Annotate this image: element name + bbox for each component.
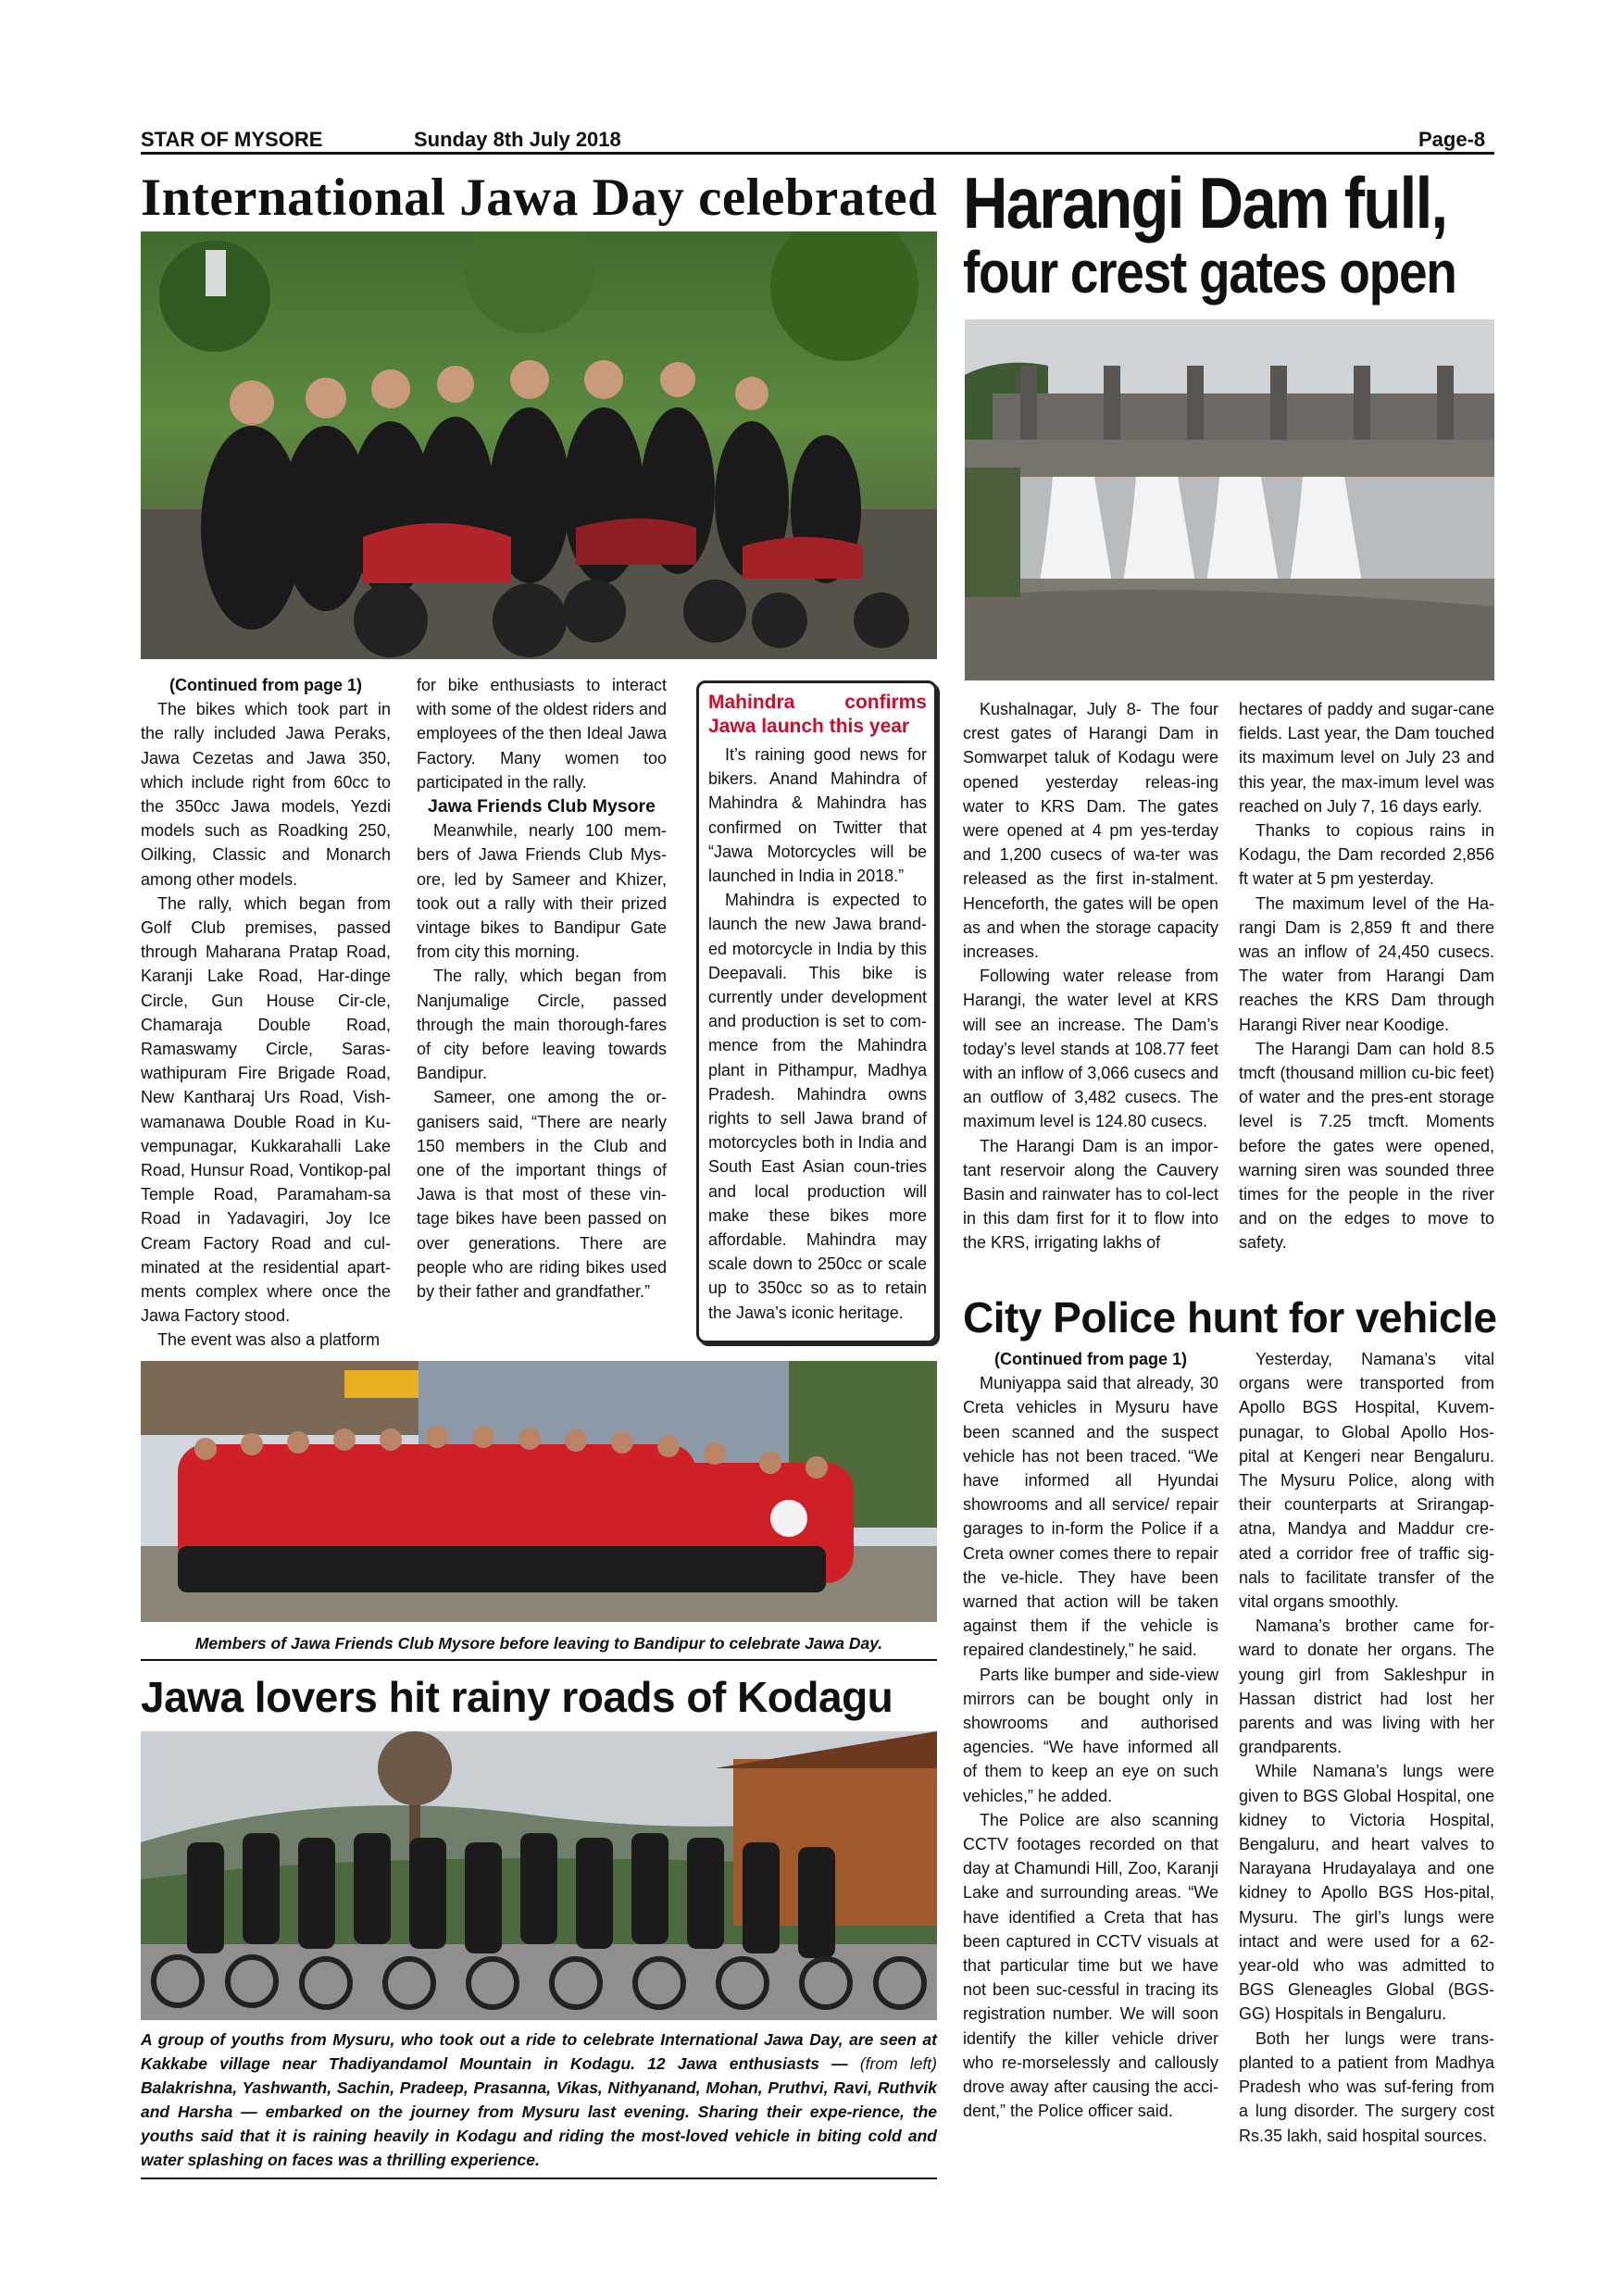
paragraph: The Harangi Dam can hold 8.5 tmcft (thousand million cu-bic feet) of water and the pres-ent storage level is 7.25 tmcft. Moments before the gates were opened, warning siren was sounded three times for the people in the river and on the edges to move to safety.	[1239, 1039, 1494, 1253]
header-rule	[141, 152, 1494, 155]
police-column-2	[1239, 1347, 1494, 2148]
jawa-day-selfie-photo	[141, 231, 937, 659]
paragraph: Yesterday, Namana’s vital organs were transported from Apollo BGS Hospital, Kuvem-punagar, to Global Apollo Hos-pital at Kengeri near Bengaluru. The Mysuru Police, along with their counterparts at Srirangap-atna, Mandya and Maddur cre-ated a corridor free of traffic sig-nals to facilitate transfer of the vital organs smoothly.	[1239, 1350, 1494, 1612]
caption-rule	[141, 1659, 937, 1661]
police-headline: City Police hunt for vehicle	[963, 1293, 1497, 1341]
paragraph: The Harangi Dam is an impor-tant reservoir along the Cauvery Basin and rainwater has to col-lect in this dam first for it to flow into the KRS, irrigating lakhs of	[963, 1136, 1218, 1253]
caption-from-left: (from left)	[859, 2054, 938, 2073]
caption-text: Balakrishna, Yashwanth, Sachin, Pradeep, Prasanna, Vikas, Nithyanand, Mohan, Pruthvi, Ravi, Ruthvik and Harsha — embarked on the journey from Mysuru last evening. Sharing their expe-rience, the youths said that it is raining heavily in Kodagu and riding the most-loved vehicle in biting cold and water splashing on faces was a thrilling experience.	[141, 2078, 937, 2169]
paragraph: Thanks to copious rains in Kodagu, the Dam recorded 2,856 ft water at 5 pm yesterday.	[1239, 821, 1494, 889]
mahindra-box	[696, 680, 937, 1343]
paragraph: The bikes which took part in the rally included Jawa Peraks, Jawa Cezetas and Jawa 350, which include right from 60cc to the 350cc Jawa models, Yezdi models such as Roadking 250, Oilking, Classic and Monarch among other models.	[141, 700, 391, 889]
issue-date: Sunday 8th July 2018	[414, 128, 621, 151]
kodagu-headline: Jawa lovers hit rainy roads of Kodagu	[141, 1673, 893, 1721]
paragraph: Namana’s brother came for-ward to donate her organs. The young girl from Sakleshpur in Hassan district had lost her parents and was living with her grandparents.	[1239, 1616, 1494, 1757]
harangi-column-2	[1239, 697, 1494, 1255]
harangi-dam-photo	[965, 319, 1494, 680]
caption-rule	[141, 2177, 937, 2179]
harangi-headline-line-2: four crest gates open	[963, 239, 1456, 306]
page-number: Page-8	[1418, 128, 1486, 151]
caption-text: A group of youths from Mysuru, who took out a ride to celebrate International Jawa Day, are seen at Kakkabe village near Thadiyandamol Mountain in Kodagu. 12 Jawa enthusiasts —	[141, 2030, 937, 2073]
paragraph: Kushalnagar, July 8- The four crest gates of Harangi Dam in Somwarpet taluk of Kodagu were opened yesterday releas-ing water to KRS Dam. The gates were opened at 4 pm yes-terday and 1,200 cusecs of wa-ter was released as the first in-stalment. Henceforth, the gates will be open as and when the storage capacity increases.	[963, 700, 1218, 962]
subheading: Jawa Friends Club Mysore	[428, 796, 656, 817]
paragraph: It’s raining good news for bikers. Anand Mahindra of Mahindra & Mahindra has confirmed on Twitter that “Jawa Motorcycles will be launched in India in 2018.”	[708, 745, 927, 886]
jawa-club-group-photo	[141, 1361, 937, 1622]
jawa-day-headline: International Jawa Day celebrated	[141, 168, 938, 227]
kodagu-photo-caption	[141, 2028, 937, 2172]
jawa-day-column-1	[141, 673, 391, 1353]
paragraph: The rally, which began from Golf Club premises, passed through Maharana Pratap Road, Karanji Lake Road, Har-dinge Circle, Gun House Cir-cle, Chamaraja Double Road, Ramaswamy Circle, Saras-wathipuram Fire Brigade Road, New Kantharaj Urs Road, Vish-wamanawa Double Road in Ku-vempunagar, Kukkarahalli Lake Road, Hunsur Road, Vontikop-pal Temple Road, Paramaham-sa Road in Yadavagiri, Joy Ice Cream Factory Road and cul-minated at the residential apart-ments complex where once the Jawa Factory stood.	[141, 893, 391, 1326]
paragraph: Following water release from Harangi, the water level at KRS will see an increase. The Dam’s today’s level stands at 108.77 feet with an inflow of 3,066 cusecs and an outflow of 3,482 cusecs. The maximum level is 124.80 cusecs.	[963, 967, 1218, 1131]
paragraph: Sameer, one among the or-ganisers said, “There are nearly 150 members in the Club and one of the important things of Jawa is that most of these vin-tage bikes have been passed on over generations. There are people who are riding bikes used by their father and grandfather.”	[417, 1088, 667, 1302]
paragraph: Parts like bumper and side-view mirrors can be bought only in showrooms and authorised agencies. “We have informed all of them to keep an eye on such vehicles,” he added.	[963, 1665, 1218, 1805]
paragraph: The rally, which began from Nanjumalige Circle, passed through the main thorough-fares of city before leaving towards Bandipur.	[417, 967, 667, 1083]
paragraph: While Namana’s lungs were given to BGS Global Hospital, one kidney to Victoria Hospital, Bengaluru, and heart valves to Narayana Hrudayalaya and one kidney to Apollo BGS Hos-pital, Mysuru. The girl’s lungs were intact and were used for a 62-year-old who was admitted to BGS Gleneagles Global (BGS-GG) Hospitals in Bengaluru.	[1239, 1762, 1494, 2024]
paragraph: The Police are also scanning CCTV footages recorded on that day at Chamundi Hill, Zoo, Karanji Lake and surrounding areas. “We have identified a Creta that has been captured in CCTV visuals at that particular time but we have not been suc-cessful in tracing its registration number. We will soon identify the killer vehicle driver who re-morselessly and callously drove away after causing the acci-dent,” the Police officer said.	[963, 1810, 1218, 2121]
paragraph: The maximum level of the Ha-rangi Dam is 2,859 ft and there was an inflow of 24,450 cusecs. The water from Harangi Dam reaches the KRS Dam through Harangi River near Koodige.	[1239, 893, 1494, 1034]
kodagu-riders-photo	[141, 1731, 937, 2020]
mahindra-headline: Mahindra confirms Jawa launch this year	[708, 692, 927, 737]
jawa-day-column-2	[417, 673, 667, 1304]
paragraph: Meanwhile, nearly 100 mem-bers of Jawa Friends Club Mys-ore, led by Sameer and Khizer, took out a rally with their prized vintage bikes to Bandipur Gate from city this morning.	[417, 821, 667, 962]
harangi-column-1	[963, 697, 1218, 1255]
continued-note: (Continued from page 1)	[994, 1350, 1187, 1368]
paper-name: STAR OF MYSORE	[141, 128, 323, 151]
police-column-1	[963, 1347, 1218, 2124]
paragraph: hectares of paddy and sugar-cane fields. Last year, the Dam touched its maximum level on July 23 and this year, the max-imum level was reached on July 7, 16 days early.	[1239, 700, 1494, 816]
paragraph: for bike enthusiasts to interact with some of the oldest riders and employees of the then Ideal Jawa Factory. Many women too participated in the rally.	[417, 676, 667, 792]
paragraph: Muniyappa said that already, 30 Creta vehicles in Mysuru have been scanned and the suspect vehicle has not been traced. “We have informed all Hyundai showrooms and all service/ repair garages to in-form the Police if a Creta owner comes there to repair the ve-hicle. They have been warned that action will be taken against them if the vehicle is repaired clandestinely,” he said.	[963, 1374, 1218, 1660]
continued-note: (Continued from page 1)	[169, 676, 362, 694]
paragraph: The event was also a platform	[157, 1330, 381, 1350]
harangi-headline-line-1: Harangi Dam full,	[963, 162, 1447, 243]
group-photo-caption: Members of Jawa Friends Club Mysore before leaving to Bandipur to celebrate Jawa Day.	[194, 1634, 883, 1653]
paragraph: Both her lungs were trans-planted to a patient from Madhya Pradesh who was suf-fering from a lung disorder. The surgery cost Rs.35 lakh, said hospital sources.	[1239, 2028, 1494, 2145]
paragraph: Mahindra is expected to launch the new Jawa brand-ed motorcycle in India by this Deepavali. This bike is currently under development and production is set to com-mence from the Mahindra plant in Pithampur, Madhya Pradesh. Mahindra owns rights to sell Jawa brand of motorcycles both in India and South East Asian coun-tries and local production will make these bikes more affordable. Mahindra may scale down to 250cc or scale up to 350cc so as to retain the Jawa’s iconic heritage.	[708, 891, 927, 1322]
